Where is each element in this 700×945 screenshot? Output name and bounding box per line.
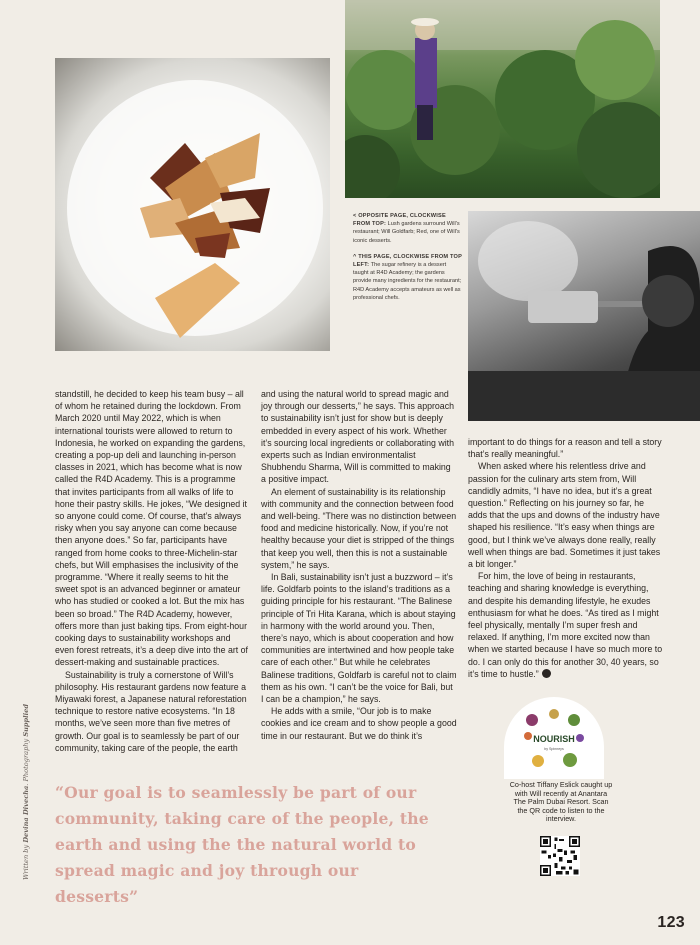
caption-opposite-head: < OPPOSITE PAGE, CLOCKWISE FROM TOP: (353, 213, 446, 228)
caption-this-page-head: ^ THIS PAGE, CLOCKWISE FROM TOP LEFT: (353, 253, 462, 269)
credit-writer: Devina Divecha (22, 785, 30, 843)
caption-opposite-text: Lush gardens surround Will's restaurant; Will Goldfarb; Red, one of Will's iconic desserts. (353, 221, 460, 244)
nourish-logo-sub: by Spinneys (544, 747, 564, 751)
article-paragraph: In Bali, sustainability isn’t just a buzzword – it’s life. Goldfarb points to the island’s traditions as a guiding principle for his restaurant. “The Balinese principle of Tri Hita Karana, which is about staying in harmony with the world around you. Then, there’s nayo, which is about cooperation and how communities are intertwined and how people take care of each other.” But while he celebrates Balinese traditions, Goldfarb is careful not to claim them as his own. “I can’t be the voice for Bali, but I can be a champion,” he says. (261, 572, 457, 705)
nourish-podcast-logo (518, 706, 590, 770)
article-column-2 (261, 388, 457, 742)
credit-photographer: Supplied (22, 704, 30, 737)
article-paragraph: An element of sustainability is its relationship with community and the connection between food and well-being. “There was no distinction between food and medicine historically. Now, if you’re not healthy because your diet is stripped of the things that keep you well, then this is not a sustainable system,” he says. (261, 486, 457, 570)
garden-illustration (345, 0, 660, 198)
article-paragraph: He adds with a smile, “Our job is to make cookies and ice cream and to show people a good time in our restaurant. But we do think it’s (261, 706, 457, 741)
article-column-3 (468, 436, 664, 680)
page-number: 123 (657, 914, 685, 931)
credit-photo-label: . Photography (22, 738, 30, 786)
article-paragraph: and using the natural world to spread magic and joy through our desserts,” he says. This approach to sustainability isn’t just for show but is deeply embedded in every aspect of his work. Whether it’s sourcing local ingredients or collaborating with experts such as Indian environmentalist Shubhendu Sharma, Will is committed to making a positive impact. (261, 389, 454, 485)
nourish-logo-title: NOURISH (533, 734, 575, 744)
photo-captions (353, 212, 463, 310)
pull-quote: “Our goal is to seamlessly be part of our community, taking care of the people, the earth and using the the natural world to spread magic and joy through our desserts” (55, 783, 429, 906)
caption-opposite-page (353, 212, 463, 245)
article-column-1 (55, 388, 251, 754)
dessert-illustration (55, 58, 330, 351)
qr-code-icon[interactable] (540, 836, 580, 876)
article-paragraph: When asked where his relentless drive and passion for the culinary arts stem from, Will candidly admits, “I have no idea, but it’s a great question.” Reflecting on his journey so far, he adds that the ups and downs of the industry have shaped his resilience. “It’s easy when things are good, but I think we’ve always done really, really well when things are bad. Sometimes it just takes a bit longer.” (468, 461, 661, 570)
article-paragraph: Sustainability is truly a cornerstone of Will’s philosophy. His restaurant gardens now feature a Miyawaki forest, a Japanese natural reforestation technique to restore native ecosystems. “In 18 months, we’ve seen more than five metres of growth. Our goal is to seamlessly be part of our community, taking care of the people, the earth (55, 669, 247, 753)
caption-this-page-text: The sugar refinery is a dessert taught at R4D Academy; the gardens provide many ingredients for the restaurant; R4D Academy accepts amateurs as well as professional chefs. (353, 262, 462, 301)
chef-illustration (468, 211, 700, 421)
credit-written-label: Written by (22, 844, 30, 880)
garden-photo (345, 0, 660, 198)
caption-this-page (353, 253, 463, 302)
photo-credit (22, 704, 30, 880)
article-paragraph: standstill, he decided to keep his team busy – all of whom he retained during the lockdown. From March 2020 until May 2022, which is when international tourists were allowed to return to Indonesia, he worked on expanding the gardens, creating a pop-up deli and launching in-person classes in 2021, which has become what is now called the R4D Academy. This is a programme that invites participants from all walks of life to hone their pastry skills. He jokes, “We designed it so anyone could come. Of course, that’s always risky when you say anyone can come because then anyone does.” So far, participants have ranged from home cooks to three-Michelin-star chefs, but Will emphasises the inclusivity of the programme. “Where it really seems to hit the sweet spot is an advanced beginner or amateur who has studied or cooked a lot. But the mix has been so broad.” The R4D Academy, however, offers more than just baking tips. From eight-hour cooking days to sustainability workshops and even forest retreats, it’s a deep dive into the art of dessert-making and sustainable practices. (55, 389, 248, 668)
podcast-promo-text: Co-host Tiffany Eslick caught up with Will recently at Anantara The Palm Dubai Resort. Scan the QR code to listen to the interview. (509, 780, 613, 824)
article-paragraph-final (468, 570, 664, 680)
end-of-article-icon (542, 669, 551, 678)
article-paragraph: important to do things for a reason and tell a story that’s really meaningful.” (468, 437, 662, 460)
dessert-photo (55, 58, 330, 351)
article-final-text: For him, the love of being in restaurants, teaching and sharing knowledge is everything, and despite his demanding lifestyle, he exudes enthusiasm for what he does. “As tired as I might feel physically, mentally I’m super fresh and relaxed. If anything, I’m more excited now than when we started because I have so much more to do. I can only do this for another 30, 40 years, so it’s time to hustle.” (468, 571, 663, 679)
chef-photo (468, 211, 700, 421)
